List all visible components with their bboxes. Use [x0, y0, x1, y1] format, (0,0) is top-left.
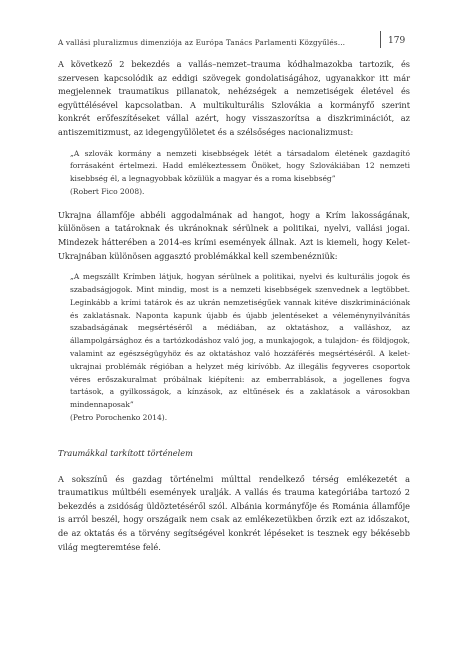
section-heading: Traumákkal tarkított történelem	[58, 447, 193, 458]
quote-text: „A megszállt Krímben látjuk, hogyan sérülnek a politikai, nyelvi és kulturális jogok és szabadságjogok. Mint mindig, most is a nemzeti kisebbségek szenvednek a legtöbbet. Leginkább a krími tatárok és az ukrán nemzetiségűek vannak kitéve diszkriminációnak és zaklatásnak. Naponta kapunk újabb és újabb jelentéseket a véleménynyilvánítás szabadságának megsértéséről a médiában, az oktatáshoz, a valláshoz, az állampolgársághoz és a tartózkodáshoz való jog, a munkajogok, a tulajdon- és földjogok, valamint az egészségügyhöz és az oktatáshoz való hozzáférés megsértéséről. A kelet-ukrajnai problémák régióban a helyzet még kirívóbb. Az illegális fegyveres csoportok véres erőszakuralmat próbálnak kiépíteni: az emberrablások, a jogellenes fogva tartások, a gyilkosságok, a kínzások, az eltűnések és a zaklatások a városokban mindennaposak”	[70, 272, 410, 410]
paragraph-ukraine: Ukrajna államfője abbéli aggodalmának ad hangot, hogy a Krím lakosságának, különösen a tatároknak és ukránoknak sérülnek a politikai, nyelvi, vallási jogai. Mindezek hátterében a 2014-es krími események állnak. Azt is kiemeli, hogy Kelet-Ukrajnában különösen aggasztó problémákkal kell szembenézniük:	[58, 209, 410, 261]
paragraph-intro: A következő 2 bekezdés a vallás–nemzet–trauma kódhalmazokba tartozik, és szervesen kapcsolódik az eddigi szövegek gondolatiságához, ugyanakkor itt már megjelennek traumatikus pillanatok, nehézségek a nemzetiségek életével és együttélésével kapcsolatban. A multikulturális Szlovákia a kormányfő szerint konkrét erőfeszítéseket vállal azért, hogy visszaszorítsa a diszkriminációt, az antiszemitizmust, az idegengyűlöletet és a szélsőséges nacionalizmust:	[58, 59, 410, 137]
block-quote-porochenko	[58, 271, 410, 425]
quote-attribution: (Petro Porochenko 2014).	[70, 412, 168, 422]
quote-text: „A szlovák kormány a nemzeti kisebbségek létét a társadalom életének gazdagító forrásaként értelmezi. Hadd emlékeztessem Önöket, hogy Szlovákiában 12 nemzeti kisebbség él, a legnagyobbak közülük a magyar és a roma kisebbség”	[70, 148, 410, 184]
header-divider	[380, 31, 381, 48]
paragraph-history: A sokszínű és gazdag történelmi múlttal rendelkező térség emlékezetét a traumatikus múltbéli események uralják. A vallás és trauma kategóriába tartozó 2 bekezdés a zsidóság üldöztetéséről szól. Albánia kormányfője és Románia államfője is arról beszél, hogy országaik nem csak az emlékezetükben őrzik ezt az időszakot, de az oktatás és a törvény segítségével konkrét lépéseket is tesznek egy békésebb világ megteremtése felé.	[58, 473, 410, 552]
running-title: A vallási pluralizmus dimenziója az Európa Tanács Parlamenti Közgyűlés…	[58, 38, 346, 47]
block-quote-fico	[58, 148, 410, 199]
quote-attribution: (Robert Fico 2008).	[70, 186, 145, 196]
page-number: 179	[388, 36, 406, 46]
main-text	[58, 58, 410, 562]
